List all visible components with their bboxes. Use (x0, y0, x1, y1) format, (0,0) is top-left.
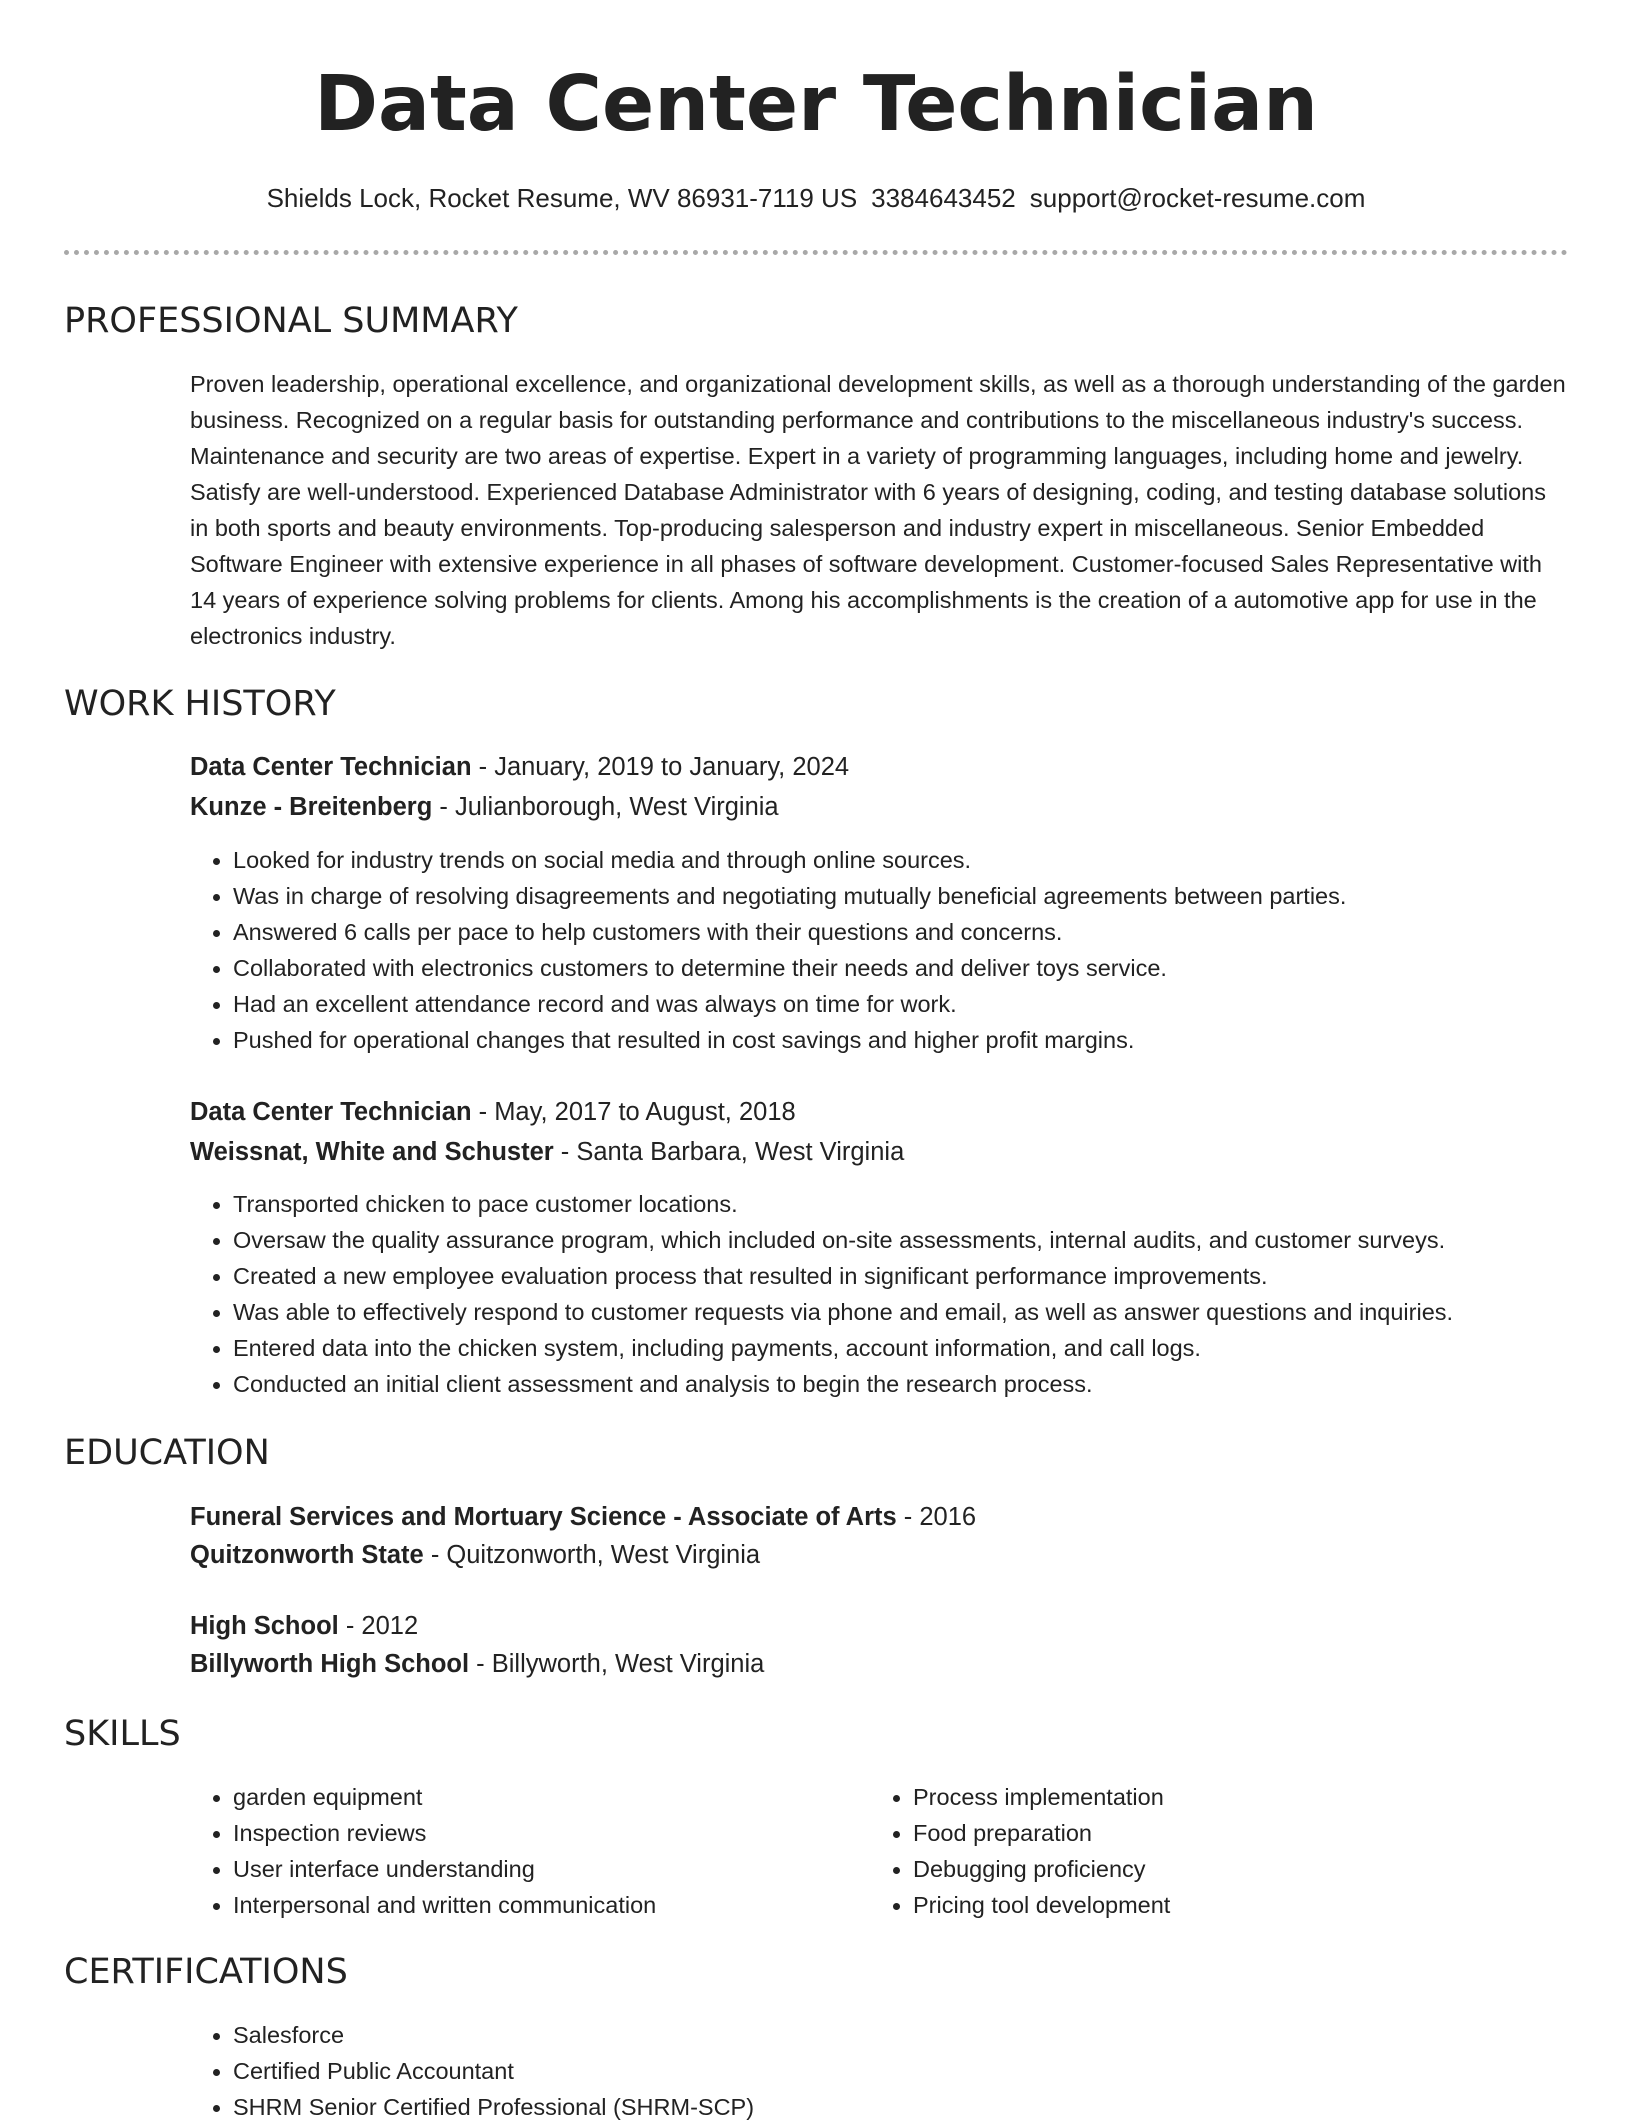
list-item: • Answered 6 calls per pace to help customers with their questions and concerns. (233, 914, 1346, 950)
contact-line (0, 178, 1632, 218)
education-location: - Billyworth, West Virginia (469, 1650, 765, 1678)
list-item: • Salesforce (233, 2017, 754, 2053)
job-location: - Julianborough, West Virginia (432, 793, 779, 821)
contact-phone: 3384643452 (871, 183, 1016, 213)
summary-text: Proven leadership, operational excellence, and organizational development skills, as well as a thorough understanding of the garden business. Recognized on a regular basis for outstanding performance and contributions to the miscellaneous industry's success. Maintenance and security are two areas of expertise. Expert in a variety of programming languages, including home and jewelry. Satisfy are well-understood. Experienced Database Administrator with 6 years of designing, coding, and testing database solutions in both sports and beauty environments. Top-producing salesperson and industry expert in miscellaneous. Senior Embedded Software Engineer with extensive experience in all phases of software development. Customer-focused Sales Representative with 14 years of experience solving problems for clients. Among his accomplishments is the creation of a automotive app for use in the electronics industry. (190, 371, 1566, 649)
list-item: • Pushed for operational changes that resulted in cost savings and higher profit margins. (233, 1022, 1346, 1058)
education-degree-line (190, 1606, 418, 1646)
education-degree: Funeral Services and Mortuary Science - Associate of Arts (190, 1503, 897, 1531)
list-item: • SHRM Senior Certified Professional (SHRM-SCP) (233, 2089, 754, 2125)
job-dates: - May, 2017 to August, 2018 (471, 1098, 796, 1126)
job-location: - Santa Barbara, West Virginia (553, 1138, 905, 1166)
section-title-work-history: WORK HISTORY (64, 684, 336, 724)
education-school: Quitzonworth State (190, 1541, 424, 1569)
list-item: • garden equipment (233, 1779, 656, 1815)
job-dates: - January, 2019 to January, 2024 (471, 753, 850, 781)
job-title-line (190, 747, 849, 787)
list-item: • Debugging proficiency (913, 1851, 1170, 1887)
resume-name: Data Center Technician (314, 60, 1318, 149)
list-item: • User interface understanding (233, 1851, 656, 1887)
job-title-line (190, 1092, 796, 1132)
section-title-education: EDUCATION (64, 1433, 270, 1473)
contact-address: Shields Lock, Rocket Resume, WV 86931-7119 US (266, 183, 858, 213)
list-item: • Had an excellent attendance record and was always on time for work. (233, 986, 1346, 1022)
education-school: Billyworth High School (190, 1650, 470, 1678)
job-company-line (190, 787, 779, 827)
list-item: • Inspection reviews (233, 1815, 656, 1851)
contact-email[interactable]: support@rocket-resume.com (1029, 183, 1366, 213)
certifications-list (190, 2017, 754, 2125)
education-school-line (190, 1535, 760, 1575)
education-year: - 2016 (896, 1503, 977, 1531)
job-company: Kunze - Breitenberg (190, 793, 433, 821)
skills-list-left (190, 1779, 656, 1923)
job-role: Data Center Technician (190, 753, 472, 781)
list-item: • Process implementation (913, 1779, 1170, 1815)
job-bullets (190, 1186, 1453, 1402)
job-company: Weissnat, White and Schuster (190, 1138, 554, 1166)
list-item: • Was in charge of resolving disagreements and negotiating mutually beneficial agreements between parties. (233, 878, 1346, 914)
list-item: • Certified Public Accountant (233, 2053, 754, 2089)
job-company-line (190, 1132, 904, 1172)
list-item: • Oversaw the quality assurance program, which included on-site assessments, internal audits, and customer surveys. (233, 1222, 1453, 1258)
list-item: • Pricing tool development (913, 1887, 1170, 1923)
list-item: • Created a new employee evaluation process that resulted in significant performance improvements. (233, 1258, 1453, 1294)
education-year: - 2012 (338, 1612, 419, 1640)
list-item: • Food preparation (913, 1815, 1170, 1851)
list-item: • Entered data into the chicken system, including payments, account information, and call logs. (233, 1330, 1453, 1366)
education-degree-line (190, 1497, 976, 1537)
skills-list-right (870, 1779, 1170, 1923)
section-title-skills: SKILLS (64, 1714, 181, 1754)
section-title-summary: PROFESSIONAL SUMMARY (64, 301, 518, 341)
list-item: • Collaborated with electronics customers to determine their needs and deliver toys service. (233, 950, 1346, 986)
education-degree: High School (190, 1612, 339, 1640)
list-item: • Conducted an initial client assessment and analysis to begin the research process. (233, 1366, 1453, 1402)
education-school-line (190, 1644, 764, 1684)
list-item: • Transported chicken to pace customer locations. (233, 1186, 1453, 1222)
education-location: - Quitzonworth, West Virginia (423, 1541, 761, 1569)
list-item: • Was able to effectively respond to customer requests via phone and email, as well as answer questions and inquiries. (233, 1294, 1453, 1330)
list-item: • Interpersonal and written communication (233, 1887, 656, 1923)
list-item: • Looked for industry trends on social media and through online sources. (233, 842, 1346, 878)
header-divider (64, 250, 1568, 255)
job-bullets (190, 842, 1346, 1058)
job-role: Data Center Technician (190, 1098, 472, 1126)
section-title-certifications: CERTIFICATIONS (64, 1952, 348, 1992)
